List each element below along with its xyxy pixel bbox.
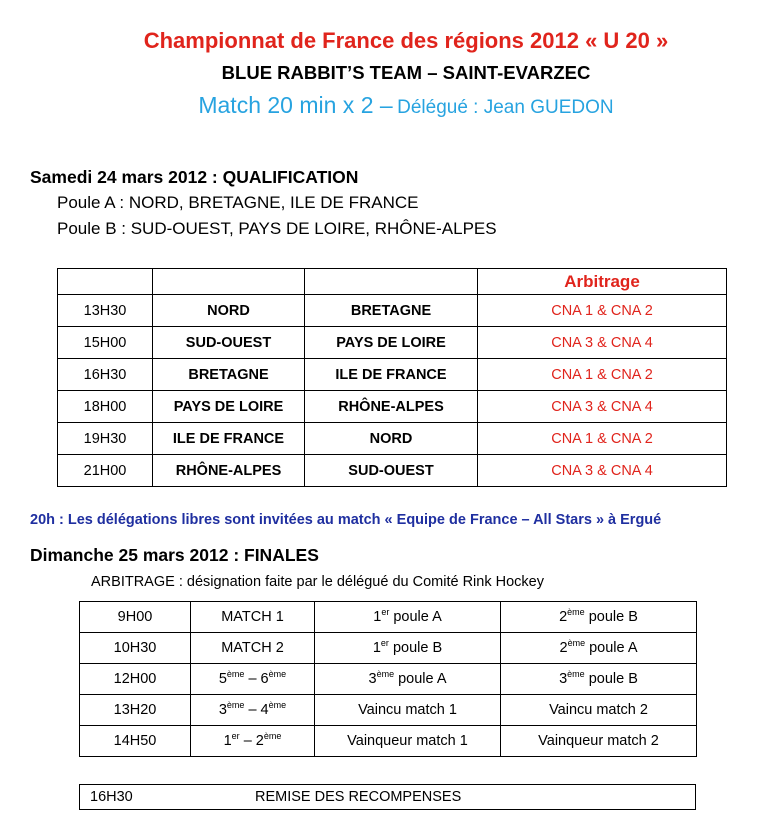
finals-row — [80, 695, 697, 726]
text-segment: Vainqueur match 1 — [347, 733, 468, 749]
finals-team-2 — [501, 664, 697, 695]
home-team: RHÔNE-ALPES — [153, 455, 305, 487]
poule-a-teams: Poule A : NORD, BRETAGNE, ILE DE FRANCE — [57, 193, 419, 212]
referees: CNA 3 & CNA 4 — [478, 327, 727, 359]
text-segment: 5 — [218, 671, 227, 687]
text-segment: poule A — [585, 640, 638, 656]
qualification-row — [58, 359, 727, 391]
finals-row — [80, 726, 697, 757]
home-team: PAYS DE LOIRE — [153, 391, 305, 423]
referees: CNA 1 & CNA 2 — [478, 423, 727, 455]
superscript: er — [381, 607, 390, 618]
poule-b-teams: Poule B : SUD-OUEST, PAYS DE LOIRE, RHÔNE-ALPES — [57, 219, 497, 238]
referees: CNA 1 & CNA 2 — [478, 295, 727, 327]
finals-game — [191, 695, 315, 726]
finals-row — [80, 664, 697, 695]
qualification-table — [57, 268, 727, 487]
referees: CNA 3 & CNA 4 — [478, 391, 727, 423]
finals-team-1 — [315, 695, 501, 726]
qualification-row — [58, 455, 727, 487]
qualification-row — [58, 327, 727, 359]
superscript: er — [231, 731, 240, 742]
finals-team-2 — [501, 695, 697, 726]
referees: CNA 3 & CNA 4 — [478, 455, 727, 487]
superscript: ème — [376, 669, 395, 680]
document-title: Championnat de France des régions 2012 « U 20 » — [143, 28, 669, 53]
superscript: ème — [226, 669, 245, 680]
away-team: SUD-OUEST — [305, 455, 478, 487]
away-team: RHÔNE-ALPES — [305, 391, 478, 423]
match-time: 21H00 — [58, 455, 153, 487]
awards-table — [79, 784, 696, 810]
delegate-name: Délégué : Jean GUEDON — [397, 97, 614, 118]
header-cell-empty — [305, 269, 478, 295]
home-team: NORD — [153, 295, 305, 327]
text-segment: 1 — [223, 733, 232, 749]
text-segment: 2 — [559, 609, 568, 625]
away-team: ILE DE FRANCE — [305, 359, 478, 391]
referees: CNA 1 & CNA 2 — [478, 359, 727, 391]
away-team: NORD — [305, 423, 478, 455]
header-cell-empty — [153, 269, 305, 295]
finals-time: 9H00 — [80, 602, 191, 633]
text-segment: 1 — [372, 640, 381, 656]
finals-time: 14H50 — [80, 726, 191, 757]
invitation-note: 20h : Les délégations libres sont invitées au match « Equipe de France – All Stars » à Ergué — [30, 512, 662, 528]
text-segment: 3 — [368, 671, 377, 687]
text-segment: MATCH 1 — [221, 609, 284, 625]
match-time: 15H00 — [58, 327, 153, 359]
away-team: BRETAGNE — [305, 295, 478, 327]
superscript: ème — [567, 638, 586, 649]
text-segment: Vainqueur match 2 — [538, 733, 659, 749]
text-segment: MATCH 2 — [221, 640, 284, 656]
match-time: 16H30 — [58, 359, 153, 391]
qualification-row — [58, 391, 727, 423]
text-segment: – 4 — [244, 702, 269, 718]
finals-team-1 — [315, 633, 501, 664]
text-segment: – 6 — [244, 671, 269, 687]
text-segment: poule A — [389, 609, 442, 625]
text-segment: Vaincu match 1 — [358, 702, 457, 718]
header-cell-empty — [58, 269, 153, 295]
text-segment: 1 — [373, 609, 382, 625]
finals-table — [79, 601, 697, 757]
finals-time: 12H00 — [80, 664, 191, 695]
finals-team-1 — [315, 602, 501, 633]
match-time: 19H30 — [58, 423, 153, 455]
finals-row — [80, 633, 697, 664]
awards-label: REMISE DES RECOMPENSES — [255, 785, 696, 810]
finals-game — [191, 664, 315, 695]
finals-team-2 — [501, 633, 697, 664]
superscript: ème — [567, 607, 585, 618]
qualification-row — [58, 423, 727, 455]
text-segment: poule B — [584, 609, 638, 625]
text-segment: poule B — [388, 640, 443, 656]
home-team: SUD-OUEST — [153, 327, 305, 359]
finals-game — [191, 602, 315, 633]
qualification-header-row — [58, 269, 727, 295]
text-segment: 2 — [559, 640, 568, 656]
awards-time: 16H30 — [80, 785, 256, 810]
sunday-heading: Dimanche 25 mars 2012 : FINALES — [30, 545, 319, 565]
superscript: ème — [226, 700, 245, 711]
awards-row — [80, 785, 696, 810]
finals-team-1 — [315, 664, 501, 695]
match-time: 13H30 — [58, 295, 153, 327]
finals-game — [191, 726, 315, 757]
superscript: ème — [268, 700, 287, 711]
finals-team-2 — [501, 726, 697, 757]
qualification-row — [58, 295, 727, 327]
finals-time: 10H30 — [80, 633, 191, 664]
match-info-line — [40, 92, 772, 119]
away-team: PAYS DE LOIRE — [305, 327, 478, 359]
superscript: ème — [268, 669, 287, 680]
superscript: ème — [567, 669, 585, 680]
text-segment: – 2 — [239, 733, 264, 749]
finals-team-1 — [315, 726, 501, 757]
arbitrage-header: Arbitrage — [478, 269, 727, 295]
arbitrage-note: ARBITRAGE : désignation faite par le délégué du Comité Rink Hockey — [91, 574, 544, 590]
text-segment: poule B — [584, 671, 638, 687]
finals-row — [80, 602, 697, 633]
saturday-heading: Samedi 24 mars 2012 : QUALIFICATION — [30, 167, 359, 187]
finals-game — [191, 633, 315, 664]
text-segment: Vaincu match 2 — [549, 702, 648, 718]
text-segment: 3 — [218, 702, 227, 718]
text-segment: 3 — [559, 671, 568, 687]
match-duration: Match 20 min x 2 – — [198, 92, 393, 118]
home-team: BRETAGNE — [153, 359, 305, 391]
finals-time: 13H20 — [80, 695, 191, 726]
match-time: 18H00 — [58, 391, 153, 423]
superscript: ème — [263, 731, 282, 742]
home-team: ILE DE FRANCE — [153, 423, 305, 455]
document-subtitle: BLUE RABBIT’S TEAM – SAINT-EVARZEC — [221, 62, 591, 83]
finals-team-2 — [501, 602, 697, 633]
superscript: er — [380, 638, 389, 649]
text-segment: poule A — [394, 671, 447, 687]
